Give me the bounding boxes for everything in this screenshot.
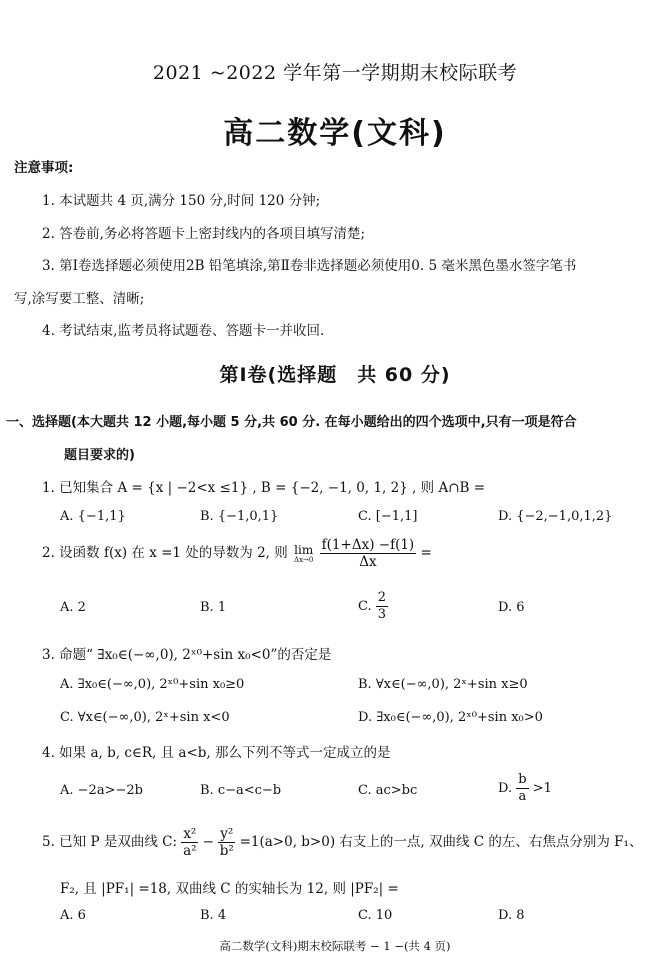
q2-option-d: D. 6 — [498, 600, 525, 615]
q5-option-c: C. 10 — [358, 908, 393, 923]
note-item: 1. 本试题共 4 页,满分 150 分,时间 120 分钟; — [42, 193, 321, 209]
q2-option-b: B. 1 — [200, 600, 227, 615]
section-title: 第Ⅰ卷(选择题 共 60 分) — [219, 364, 451, 386]
question-1: 1. 已知集合 A = {x | −2<x ≤1} , B = {−2, −1, 0, 1, 2} , 则 A∩B = — [42, 480, 486, 496]
question-2: 2. 设函数 f(x) 在 x =1 处的导数为 2, 则 lim Δx→0 $\frac{f(1+\Delta x) -f(1)}{\Delta x}$ = — [42, 537, 432, 570]
subject-title: 高二数学(文科) — [223, 116, 447, 151]
note-item: 2. 答卷前,务必将答题卡上密封线内的各项目填写清楚; — [42, 226, 366, 242]
q4-option-d: D. $\frac{b}{a}$ >1 — [498, 772, 552, 804]
exam-title: 2021 ~2022 学年第一学期期末校际联考 — [152, 62, 518, 84]
question-5-cont: F₂, 且 |PF₁| =18, 双曲线 C 的实轴长为 12, 则 |PF₂| = — [60, 881, 399, 897]
q3-option-a: A. ∃x₀∈(−∞,0), 2ˣ⁰+sin x₀≥0 — [60, 677, 245, 692]
q1-option-d: D. {−2,−1,0,1,2} — [498, 509, 613, 524]
q5-option-a: A. 6 — [60, 908, 86, 923]
q4-option-a: A. −2a>−2b — [60, 783, 143, 798]
question-4: 4. 如果 a, b, c∈R, 且 a<b, 那么下列不等式一定成立的是 — [42, 745, 391, 761]
q2-stem: 2. 设函数 f(x) 在 x =1 处的导数为 2, 则 — [42, 545, 288, 561]
q2-option-a: A. 2 — [60, 600, 86, 615]
notes-heading: 注意事项: — [14, 160, 74, 176]
q2-fraction: $\frac{f(1+\Delta x) -f(1)}{\Delta x}$ — [321, 537, 415, 570]
q3-option-b: B. ∀x∈(−∞,0), 2ˣ+sin x≥0 — [358, 677, 528, 692]
note-item: 写,涂写要工整、清晰; — [14, 291, 145, 307]
q2-limit: lim Δx→0 — [294, 542, 314, 564]
question-3: 3. 命题“ ∃x₀∈(−∞,0), 2ˣ⁰+sin x₀<0”的否定是 — [42, 647, 332, 663]
q4-option-c: C. ac>bc — [358, 783, 418, 798]
note-item: 4. 考试结束,监考员将试题卷、答题卡一并收回. — [42, 323, 325, 339]
q1-option-b: B. {−1,0,1} — [200, 509, 279, 524]
q5-option-d: D. 8 — [498, 908, 525, 923]
q3-option-c: C. ∀x∈(−∞,0), 2ˣ+sin x<0 — [60, 710, 230, 725]
part-instructions-cont: 题目要求的) — [64, 448, 135, 463]
q1-option-c: C. [−1,1] — [358, 509, 418, 524]
part-instructions: 一、选择题(本大题共 12 小题,每小题 5 分,共 60 分. 在每小题给出的四个选项中,只有一项是符合 — [6, 415, 577, 430]
q5-option-b: B. 4 — [200, 908, 227, 923]
page-footer: 高二数学(文科)期末校际联考 − 1 −(共 4 页) — [219, 939, 451, 953]
q4-option-b: B. c−a<c−b — [200, 783, 282, 798]
q3-option-d: D. ∃x₀∈(−∞,0), 2ˣ⁰+sin x₀>0 — [358, 710, 543, 725]
q1-option-a: A. {−1,1} — [60, 509, 126, 524]
note-item: 3. 第Ⅰ卷选择题必须使用2B 铅笔填涂,第Ⅱ卷非选择题必须使用0. 5 毫米黑色墨水签字笔书 — [42, 258, 577, 274]
question-5: 5. 已知 P 是双曲线 C: $\frac{\text{x²}}{\text{a²}}$ − $\frac{\text{y²}}{\text{b²}}$ =1(a>0, b>0) 右支上的一点, 双曲线 C 的左、右焦点分别为 F₁、 — [42, 826, 643, 859]
q2-option-c: C. $\frac{2}{3}$ — [358, 590, 387, 622]
